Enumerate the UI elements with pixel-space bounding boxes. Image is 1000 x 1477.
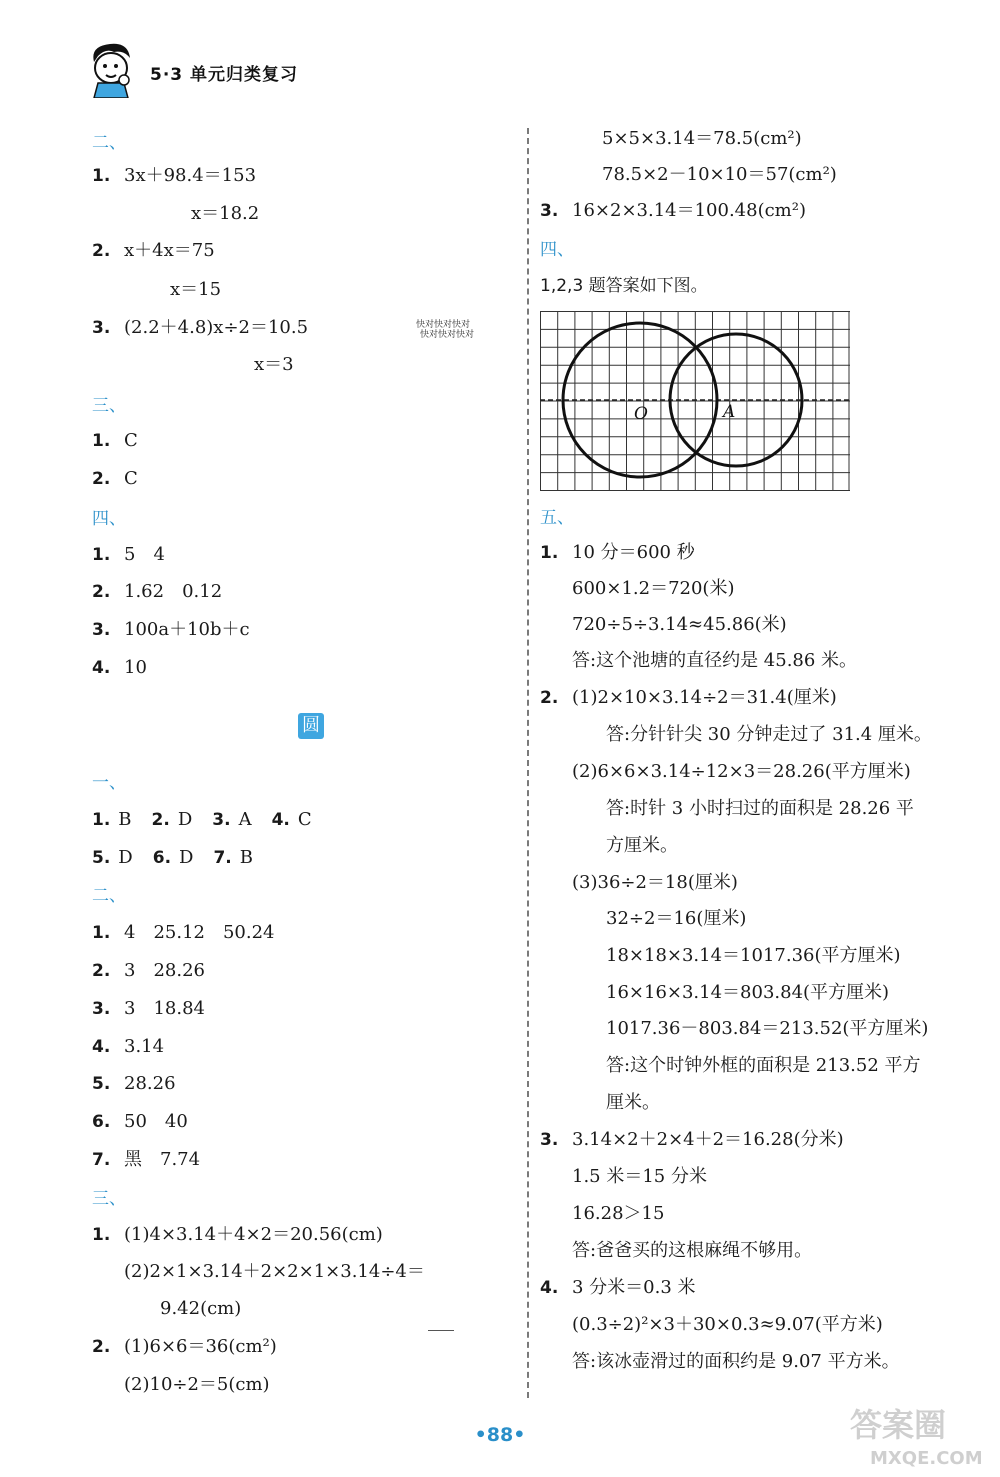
item-number: 1. (92, 431, 111, 451)
item-number: 7. (92, 1150, 111, 1170)
stamp-line: 快对快对快对 (420, 330, 475, 340)
answer-text: D (118, 847, 133, 868)
answer-line (92, 1034, 164, 1060)
answer-text: A (238, 809, 252, 830)
answer-line (92, 542, 165, 568)
item-number: 6. (152, 848, 172, 868)
answer-text: (2.2＋4.8)x÷2＝10.5 (124, 317, 309, 338)
answer-line (92, 428, 138, 454)
boy-mascot-icon (84, 40, 140, 98)
item-number: 3. (92, 999, 111, 1019)
answer-line (540, 1127, 844, 1153)
answer-line: x＝3 (254, 354, 294, 375)
answer-line (540, 685, 837, 711)
header-title: 5·3 单元归类复习 (150, 65, 299, 85)
item-number: 2. (92, 1337, 111, 1357)
answer-line: 600×1.2＝720(米) (572, 578, 735, 599)
item-number: 3. (92, 318, 111, 338)
answer-text: 3.14 (124, 1036, 165, 1057)
item-number: 2. (92, 241, 111, 261)
answer-line (540, 1275, 696, 1301)
answer-line: 16.28＞15 (572, 1203, 665, 1224)
section-heading: 四、 (92, 509, 126, 529)
answer-text: 16×2×3.14＝100.48(cm²) (572, 200, 806, 221)
answer-line (540, 198, 806, 224)
answer-line (540, 540, 695, 566)
watermark-url: MXQE.COM (870, 1448, 983, 1469)
answer-line: 答:这个时钟外框的面积是 213.52 平方 (606, 1055, 921, 1076)
answer-text: (1)6×6＝36(cm²) (124, 1336, 277, 1357)
answer-line: 18×18×3.14＝1017.36(平方厘米) (606, 945, 901, 966)
item-number: 2. (151, 810, 170, 830)
page-number: •88• (474, 1424, 526, 1446)
point-a-label: A (723, 402, 736, 422)
section-heading: 四、 (540, 240, 574, 260)
item-number: 6. (92, 1112, 111, 1132)
answer-line (92, 1222, 383, 1248)
answer-line: 5×5×3.14＝78.5(cm²) (602, 128, 802, 149)
answer-text: 黑 7.74 (124, 1149, 201, 1170)
watermark-stamp (416, 320, 474, 340)
item-number: 4. (92, 1037, 111, 1057)
answer-text: C (297, 809, 312, 830)
answer-line: 1017.36－803.84＝213.52(平方厘米) (606, 1018, 929, 1039)
item-number: 3. (540, 201, 559, 221)
answer-text: 4 25.12 50.24 (124, 922, 275, 943)
answer-line: 答:分针针尖 30 分钟走过了 31.4 厘米。 (606, 724, 932, 745)
answer-line: 答:这个池塘的直径约是 45.86 米。 (572, 650, 858, 671)
item-number: 2. (92, 582, 111, 602)
item-number: 4. (540, 1278, 559, 1298)
topic-heading: 圆 (298, 713, 324, 739)
grid-lines (540, 311, 850, 491)
answer-text: 10 (124, 657, 147, 678)
item-number: 2. (540, 688, 559, 708)
answer-line (92, 617, 250, 643)
item-number: 4. (271, 810, 290, 830)
section-heading: 三、 (92, 396, 126, 416)
answer-text: C (124, 430, 138, 451)
item-number: 1. (92, 545, 111, 565)
answer-line (92, 1109, 188, 1135)
section-heading: 二、 (92, 133, 126, 153)
item-number: 7. (213, 848, 232, 868)
stamp-line: 快对快对快对 (416, 320, 471, 330)
answer-line: (2)6×6×3.14÷12×3＝28.26(平方厘米) (572, 761, 911, 782)
answer-line: 32÷2＝16(厘米) (606, 908, 747, 929)
answer-line: 720÷5÷3.14≈45.86(米) (572, 614, 787, 635)
watermark-logo (840, 1400, 990, 1472)
point-o-label: O (634, 404, 648, 424)
page-header (84, 40, 344, 100)
item-number: 5. (92, 1074, 111, 1094)
answer-text: 10 分＝600 秒 (572, 542, 695, 563)
answer-text: (1)2×10×3.14÷2＝31.4(厘米) (572, 687, 837, 708)
section-heading: 五、 (540, 508, 574, 528)
answer-line: (2)10÷2＝5(cm) (124, 1374, 270, 1395)
item-number: 2. (92, 961, 111, 981)
answer-line: 1.5 米＝15 分米 (572, 1166, 707, 1187)
item-number: 3. (92, 620, 111, 640)
column-divider (527, 128, 529, 1398)
section-heading: 三、 (92, 1189, 126, 1209)
answer-line: (0.3÷2)²×3＋30×0.3≈9.07(平方米) (572, 1314, 883, 1335)
divider-mark (428, 1330, 454, 1331)
answer-text: D (177, 809, 193, 830)
answer-line (92, 1334, 277, 1360)
item-number: 5. (92, 848, 111, 868)
answer-line (92, 163, 256, 189)
answer-line (92, 996, 205, 1022)
answer-text: 50 40 (124, 1111, 188, 1132)
answer-text: D (179, 847, 194, 868)
answer-text: 3 分米＝0.3 米 (572, 1277, 696, 1298)
item-number: 1. (92, 1225, 111, 1245)
answer-text: B (118, 809, 132, 830)
answer-text: 3 28.26 (124, 960, 205, 981)
answer-text: 1.62 0.12 (124, 581, 223, 602)
answer-text: 28.26 (124, 1073, 176, 1094)
answer-text: 3.14×2＋2×4＋2＝16.28(分米) (572, 1129, 844, 1150)
answer-line: 9.42(cm) (160, 1298, 242, 1319)
answer-text: C (124, 468, 138, 489)
circle-diagram (540, 311, 850, 495)
answer-line (92, 315, 308, 341)
answer-line (92, 579, 222, 605)
answer-line: 1,2,3 题答案如下图。 (540, 276, 708, 296)
item-number: 1. (92, 810, 111, 830)
answer-text: 100a＋10b＋c (124, 619, 250, 640)
answer-line: 16×16×3.14＝803.84(平方厘米) (606, 982, 890, 1003)
item-number: 2. (92, 469, 111, 489)
answer-line: 答:爸爸买的这根麻绳不够用。 (572, 1240, 813, 1261)
answer-line (92, 807, 332, 833)
answer-line: 厘米。 (606, 1092, 660, 1113)
answer-line: (3)36÷2＝18(厘米) (572, 872, 738, 893)
answer-line (92, 238, 215, 264)
item-number: 1. (540, 543, 559, 563)
answer-line: 方厘米。 (606, 835, 678, 856)
item-number: 3. (540, 1130, 559, 1150)
answer-line (92, 845, 273, 871)
grid-figure (540, 311, 850, 491)
answer-text: B (239, 847, 253, 868)
answer-line (92, 958, 205, 984)
answer-text: 3 18.84 (124, 998, 205, 1019)
answer-line: x＝18.2 (191, 203, 260, 224)
answer-line (92, 1147, 200, 1173)
answer-line (92, 920, 275, 946)
answer-text: 3x＋98.4＝153 (124, 165, 257, 186)
answer-text: (1)4×3.14＋4×2＝20.56(cm) (124, 1224, 383, 1245)
answer-line (92, 655, 147, 681)
answer-line: 78.5×2－10×10＝57(cm²) (602, 164, 837, 185)
answer-line: 答:该冰壶滑过的面积约是 9.07 平方米。 (572, 1351, 900, 1372)
answer-text: 5 4 (124, 544, 165, 565)
item-number: 1. (92, 923, 111, 943)
answer-line: (2)2×1×3.14＋2×2×1×3.14÷4＝ (124, 1261, 425, 1282)
item-number: 3. (212, 810, 231, 830)
answer-text: x＋4x＝75 (124, 240, 215, 261)
answer-line (92, 466, 138, 492)
answer-line: 答:时针 3 小时扫过的面积是 28.26 平 (606, 798, 914, 819)
answer-line: x＝15 (170, 279, 222, 300)
section-heading: 一、 (92, 773, 126, 793)
item-number: 4. (92, 658, 111, 678)
section-heading: 二、 (92, 886, 126, 906)
watermark-text: 答案圈 (850, 1406, 947, 1444)
item-number: 1. (92, 166, 111, 186)
answer-line (92, 1071, 176, 1097)
